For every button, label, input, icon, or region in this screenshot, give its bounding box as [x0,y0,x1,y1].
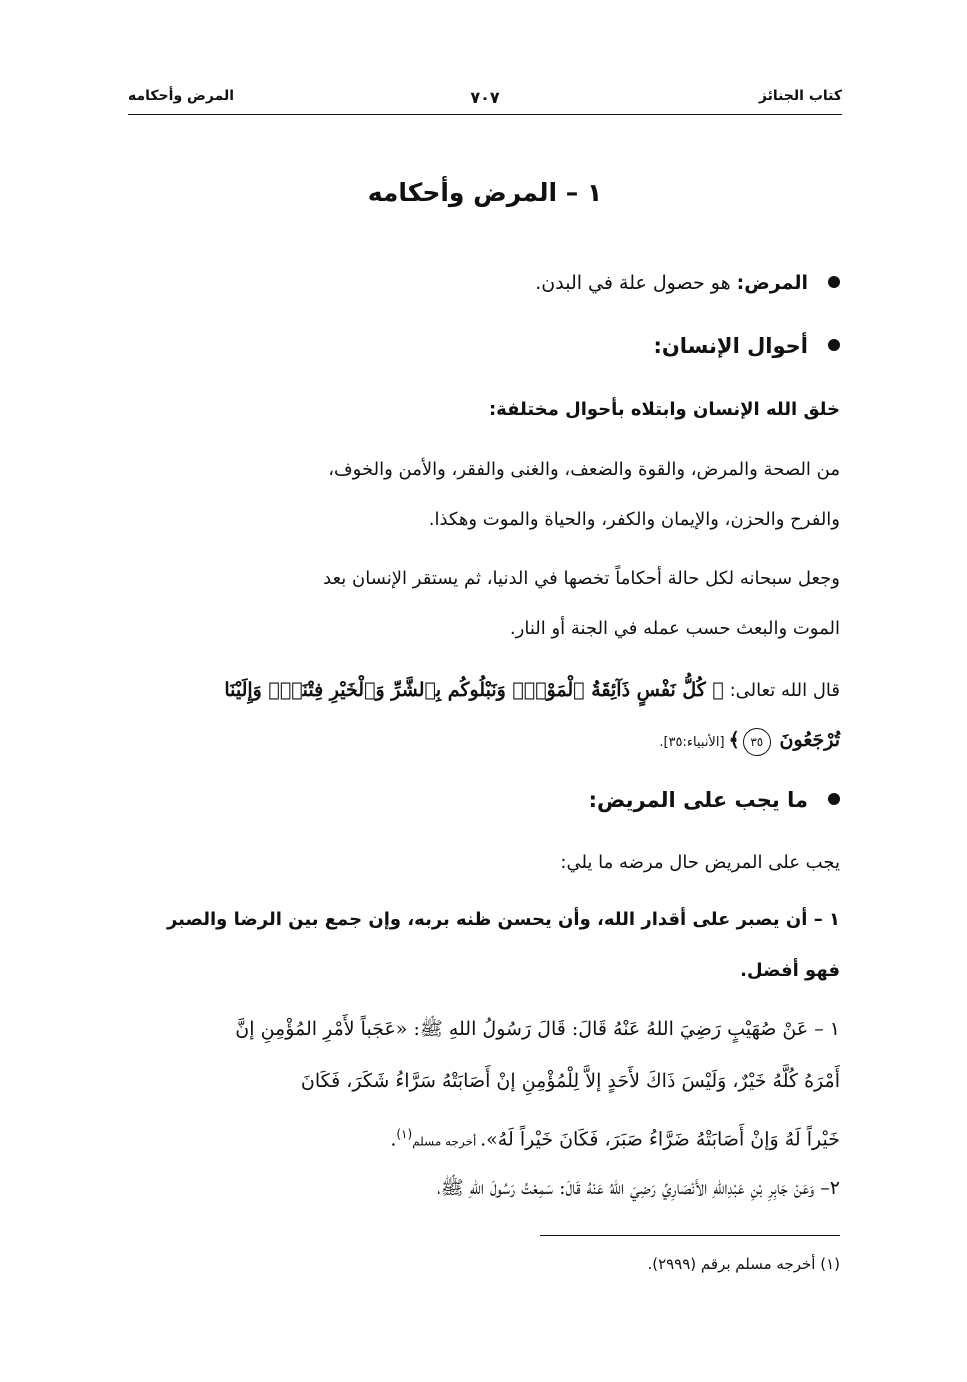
paragraph-line: من الصحة والمرض، والقوة والضعف، والغنى والفقر، والأمن والخوف، [328,459,840,480]
bullet-human-states-label: أحوال الإنسان: [653,334,808,358]
hadith-source: أخرجه مسلم [412,1134,481,1149]
bullet-dot-icon [828,339,840,351]
quran-text: تُرْجَعُونَ [779,729,840,751]
bullet-dot-icon [828,793,840,805]
paragraph-line: الموت والبعث حسب عمله في الجنة أو النار. [509,618,840,639]
hadith-line [130,1108,840,1167]
quran-reference: [الأنبياء:٣٥]. [659,735,729,750]
definition-text: هو حصول علة في البدن. [535,272,737,294]
hadith-line: ٢– وَعَنْ جَابِرِ بْنِ عَبْدِاللهِ الأَنْصَارِيِّ رَضِيَ اللهُ عَنْهُ قَالَ: سَمِعْتُ رَسُولَ اللهِ ﷺ، [437,1177,840,1199]
paragraph-line: والفرح والحزن، والإيمان والكفر، والحياة والموت وهكذا. [428,509,840,530]
duties-intro: يجب على المريض حال مرضه ما يلي: [560,852,840,873]
hadith-line: أَمْرَهُ كُلَّهُ خَيْرٌ، وَلَيْسَ ذَاكَ لأَحَدٍ إلاَّ لِلْمُؤْمِنِ إنْ أَصَابَتْهُ سَرَّاءُ شَكَرَ، فَكَانَ [300,1070,840,1092]
hadith-end: . [390,1128,397,1151]
paragraph-line: وجعل سبحانه لكل حالة أحكاماً تخصها في الدنيا، ثم يستقر الإنسان بعد [323,568,840,589]
point-line: ١ – أن يصبر على أقدار الله، وأن يحسن ظنه بربه، وإن جمع بين الرضا والصبر [166,909,840,930]
hadith-text: خَيْراً لَهُ وَإنْ أَصَابَتْهُ ضَرَّاءُ صَبَرَ، فَكَانَ خَيْراً لَهُ». [480,1128,840,1151]
quran-text: ﴿ كُلُّ نَفْسٍ ذَآئِقَةُ ٱلْمَوْتِۗ وَنَبْلُوكُم بِٱلشَّرِّ وَٱلْخَيْرِ فِتْنَةًۖ وَإِلَيْنَا [224,679,724,701]
page-number: ٧٠٧ [470,88,500,107]
quran-verse-line [130,665,840,716]
footnote: (١) أخرجه مسلم برقم (٢٩٩٩). [647,1255,840,1273]
quran-intro: قال الله تعالى: [723,680,840,701]
point-line: فهو أفضل. [740,960,840,981]
quran-close-bracket: ﴾ [728,729,740,751]
bullet-human-states [130,334,840,358]
header-chapter-title: المرض وأحكامه [128,88,235,104]
bullet-dot-icon [828,276,840,288]
bullet-patient-duties [130,788,840,812]
page-content [130,0,840,1240]
sub-heading: خلق الله الإنسان وابتلاه بأحوال مختلفة: [488,399,840,420]
hadith-line: ١ – عَنْ صُهَيْبٍ رَضِيَ اللهُ عَنْهُ قَالَ: قَالَ رَسُولُ اللهِ ﷺ: «عَجَباً لأَمْرِ المُؤْمِنِ إنَّ [235,1018,840,1040]
bullet-patient-duties-label: ما يجب على المريض: [588,788,808,812]
footnote-marker: (١) [396,1127,413,1141]
definition-bullet [130,272,840,294]
footnote-divider [540,1235,840,1236]
header-book-title: كتاب الجنائز [758,88,842,104]
quran-verse-line [130,715,840,768]
definition-term: المرض: [736,272,808,294]
section-title: ١ – المرض وأحكامه [367,178,603,207]
ayah-number-marker: ٣٥ [743,728,771,756]
